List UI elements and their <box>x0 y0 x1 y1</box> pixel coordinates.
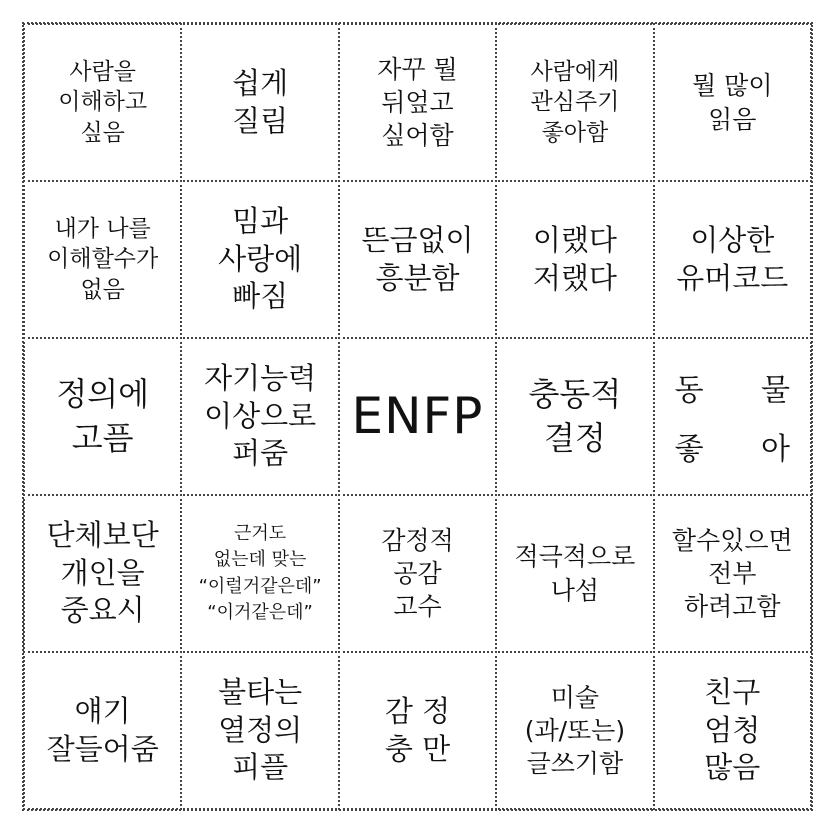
cell-text: 뜬금없이 흥분함 <box>361 222 474 295</box>
bingo-cell-5 <box>653 23 812 182</box>
cell-text: 자꾸 뭘 뒤엎고 싶어함 <box>377 54 458 151</box>
center-title: ENFP <box>351 387 484 446</box>
bingo-center-cell <box>338 337 497 496</box>
cell-text: 내가 나를 이해할수가 없음 <box>47 215 159 303</box>
cell-text: 얘기 잘들어줌 <box>46 693 159 766</box>
cell-text: 이랬다 저랬다 <box>532 222 617 295</box>
bingo-cell-19 <box>495 494 654 653</box>
spread-text <box>655 339 810 494</box>
cell-text: 자기능력 이상으로 퍼줌 <box>204 360 317 471</box>
bingo-cell-24 <box>495 651 654 810</box>
bingo-cell-22 <box>180 651 339 810</box>
bingo-cell-17 <box>180 494 339 653</box>
bingo-cell-9 <box>495 180 654 339</box>
cell-text: 친구 엄청 많음 <box>704 674 761 785</box>
cell-text: 쉽게 질림 <box>232 65 289 138</box>
bingo-cell-12 <box>180 337 339 496</box>
bingo-cell-11 <box>23 337 182 496</box>
cell-text: 근거도 없는데 맞는 “이럴거같은데” “이거같은데” <box>198 523 322 623</box>
bingo-cell-8 <box>338 180 497 339</box>
bingo-cell-3 <box>338 23 497 182</box>
spread-row-top <box>669 365 796 409</box>
bingo-cell-20 <box>653 494 812 653</box>
bingo-cell-7 <box>180 180 339 339</box>
bingo-cell-6 <box>23 180 182 339</box>
bingo-cell-15 <box>653 337 812 496</box>
cell-text: 뭘 많이 읽음 <box>692 71 773 134</box>
cell-text: 할수있으면 전부 하려고함 <box>671 525 793 622</box>
bingo-cell-21 <box>23 651 182 810</box>
spread-row-bottom <box>669 424 796 468</box>
bingo-cell-4 <box>495 23 654 182</box>
bingo-board <box>22 22 813 811</box>
cell-text: 정의에 고픔 <box>56 375 150 457</box>
cell-text: 사람에게 관심주기 좋아함 <box>530 58 620 146</box>
bingo-cell-16 <box>23 494 182 653</box>
cell-text: 단체보단 개인을 중요시 <box>46 517 159 628</box>
bingo-cell-23 <box>338 651 497 810</box>
cell-text: 적극적으로 나섬 <box>514 542 636 605</box>
cell-text-part: 좋 <box>674 431 704 467</box>
bingo-cell-10 <box>653 180 812 339</box>
bingo-cell-1 <box>23 23 182 182</box>
cell-text-part: 물 <box>761 373 790 409</box>
bingo-cell-2 <box>180 23 339 182</box>
bingo-cell-14 <box>495 337 654 496</box>
cell-text: 미술 (과/또는) 글쓰기함 <box>524 682 626 779</box>
cell-text: 사람을 이해하고 싶음 <box>58 58 148 146</box>
cell-text: 감정적 공감 고수 <box>381 525 454 622</box>
cell-text-part: 아 <box>761 431 790 467</box>
cell-text-part: 동 <box>674 373 704 409</box>
cell-text: 충동적 결정 <box>528 375 622 457</box>
bingo-cell-25 <box>653 651 812 810</box>
cell-text: 불타는 열정의 피플 <box>218 674 303 785</box>
bingo-cell-18 <box>338 494 497 653</box>
cell-text: 이상한 유머코드 <box>676 222 789 295</box>
cell-text: 밈과 사랑에 빠짐 <box>218 203 303 314</box>
cell-text: 감 정 충 만 <box>384 693 451 766</box>
